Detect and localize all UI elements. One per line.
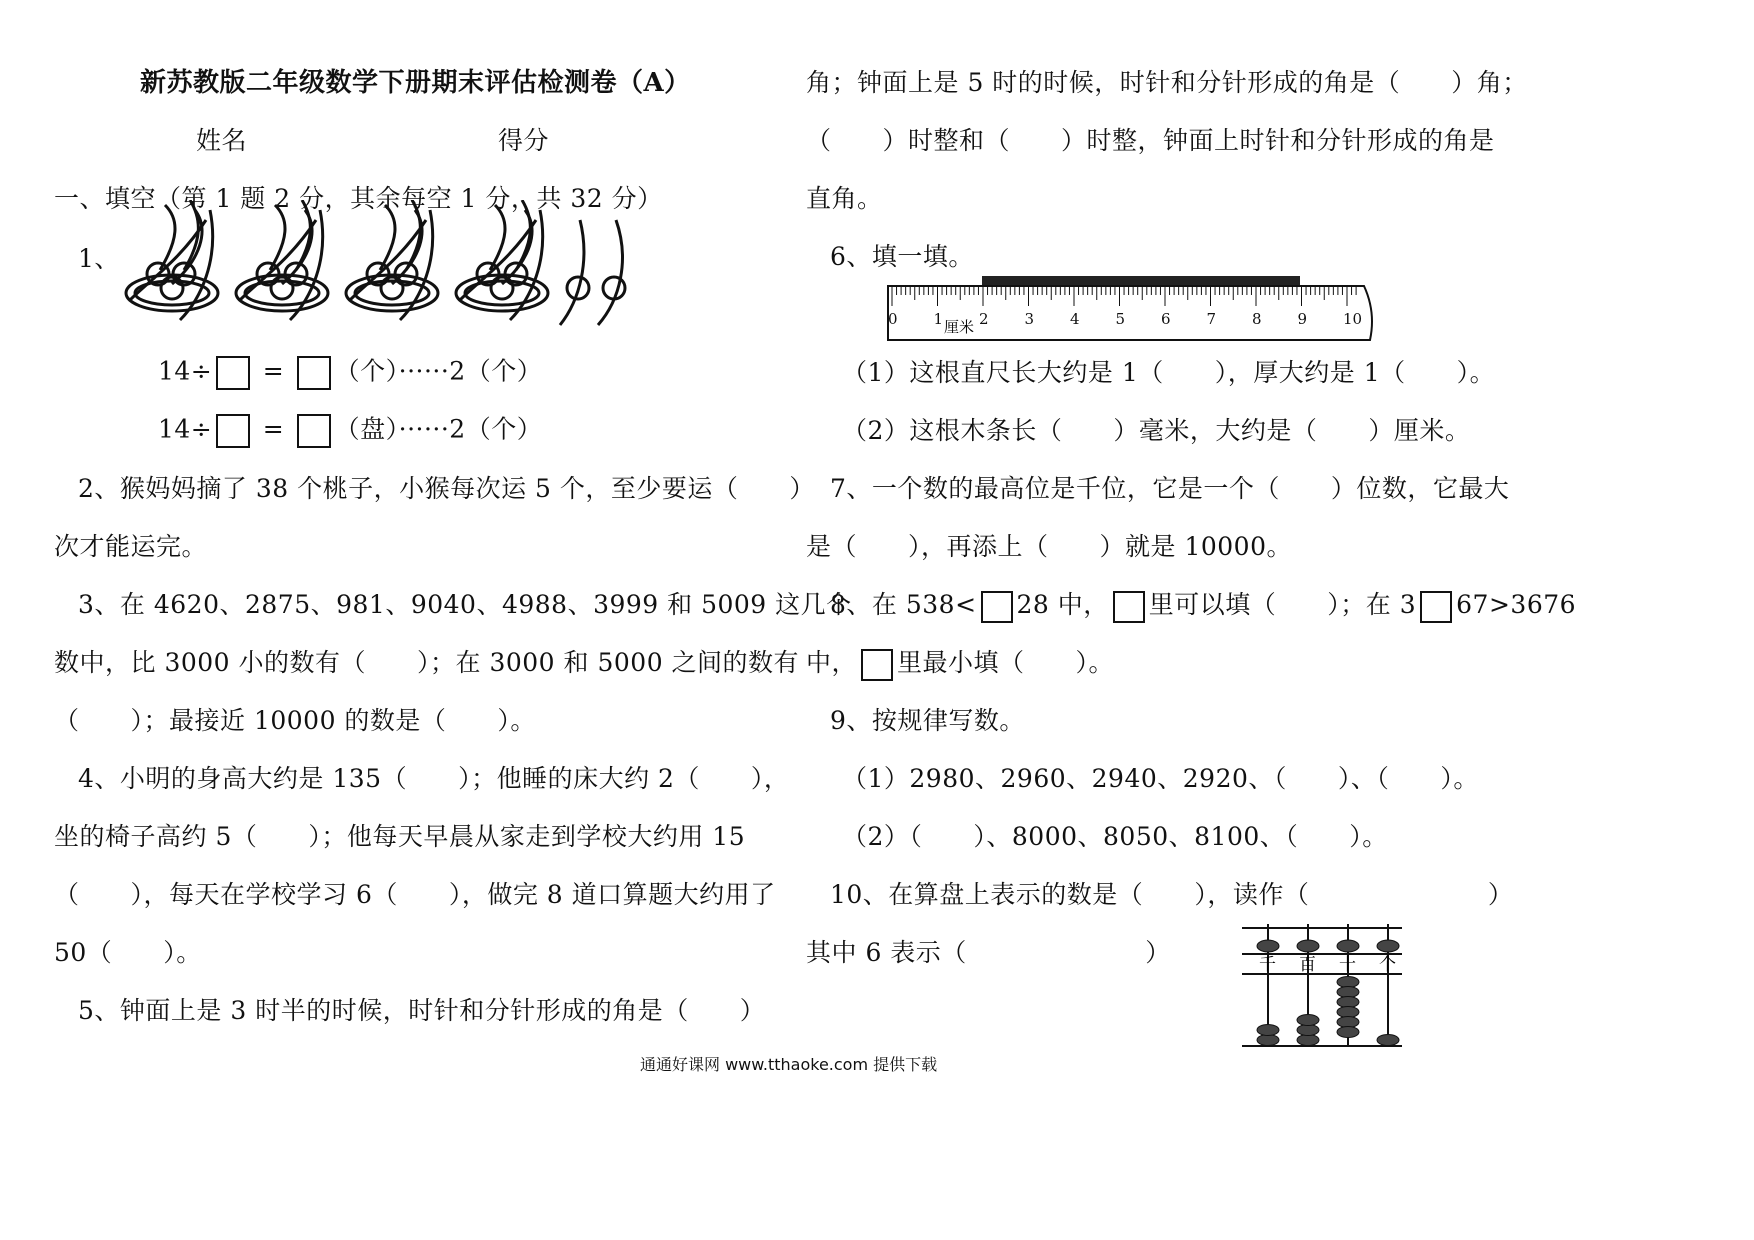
abacus-place-label: 十: [1339, 955, 1356, 975]
abacus-upper-bead: [1257, 940, 1279, 952]
ruler-unit: 厘米: [944, 318, 975, 336]
q8-box-1[interactable]: [981, 591, 1013, 623]
q6-sub-1: （1）这根直尺长大约是 1（ ），厚大约是 1（ ）。: [842, 358, 1496, 387]
q1-eq2-quotient-box[interactable]: [297, 414, 331, 448]
ruler-number: 1: [933, 310, 944, 328]
ruler-number: 10: [1343, 310, 1363, 328]
q9-sub-1: （1）2980、2960、2940、2920、（ ）、（ ）。: [842, 764, 1479, 793]
q1-eq1-equals: =: [262, 356, 285, 386]
q9-header: 9、按规律写数。: [830, 706, 1025, 735]
abacus-illustration: [1238, 922, 1408, 1052]
ruler-number: 7: [1206, 310, 1217, 328]
abacus-lower-bead: [1257, 1025, 1279, 1036]
abacus-lower-bead: [1297, 1015, 1319, 1026]
q7-line-1: 7、一个数的最高位是千位，它是一个（ ）位数，它最大: [830, 474, 1510, 503]
q8-box-2[interactable]: [1113, 591, 1145, 623]
abacus-lower-bead: [1337, 987, 1359, 998]
q6-sub-2: （2）这根木条长（ ）毫米，大约是（ ）厘米。: [842, 416, 1471, 445]
section-1-heading: 一、填空（第 1 题 2 分，其余每空 1 分，共 32 分）: [54, 184, 663, 213]
abacus-lower-bead: [1297, 1025, 1319, 1036]
abacus-lower-bead: [1257, 1035, 1279, 1046]
q1-eq2-equals: =: [262, 414, 285, 444]
q1-eq1-divisor-box[interactable]: [216, 356, 250, 390]
abacus-lower-bead: [1337, 1017, 1359, 1028]
q8-text-f: 里最小填（ ）。: [897, 648, 1115, 677]
q1-equation-1: [158, 356, 542, 390]
q1-number: 1、: [78, 244, 120, 273]
q1-eq1-remainder: （个）······2（个）: [334, 356, 543, 386]
abacus-upper-bead: [1337, 940, 1359, 952]
q8-line-1: [830, 590, 1576, 623]
abacus-lower-bead: [1377, 1035, 1399, 1046]
abacus-place-label: 千: [1259, 955, 1276, 975]
q8-text-d: 67>3676: [1456, 590, 1577, 619]
ruler-number: 4: [1070, 310, 1080, 328]
q9-sub-2: （2）（ ）、8000、8050、8100、（ ）。: [842, 822, 1388, 851]
ruler-number: 6: [1161, 310, 1171, 328]
q5-line-3: （ ）时整和（ ）时整，钟面上时针和分针形成的角是: [806, 126, 1495, 155]
q1-eq2-remainder: （盘）······2（个）: [334, 414, 543, 444]
abacus-lower-bead: [1337, 1027, 1359, 1038]
ruler-number: 3: [1024, 310, 1035, 328]
ruler-number: 8: [1252, 310, 1262, 328]
q4-line-1: 4、小明的身高大约是 135（ ）；他睡的床大约 2（ ），: [78, 764, 790, 793]
ruler-number: 0: [888, 310, 898, 328]
abacus-upper-bead: [1297, 940, 1319, 952]
abacus-lower-bead: [1337, 977, 1359, 988]
q1-eq1-quotient-box[interactable]: [297, 356, 331, 390]
fruit-plates-illustration: [110, 200, 650, 335]
ruler-number: 5: [1115, 310, 1126, 328]
q10-line-1: 10、在算盘上表示的数是（ ），读作（ ）: [830, 880, 1514, 909]
abacus-upper-bead: [1377, 940, 1399, 952]
q8-text-a: 8、在 538<: [830, 590, 977, 619]
q8-line-2: [806, 648, 1114, 681]
q10-line-2: 其中 6 表示（ ）: [806, 938, 1171, 967]
ruler-number: 9: [1297, 310, 1308, 328]
q4-line-2: 坐的椅子高约 5（ ）；他每天早晨从家走到学校大约用 15: [54, 822, 746, 851]
q7-line-2: 是（ ），再添上（ ）就是 10000。: [806, 532, 1292, 561]
q4-line-3: （ ），每天在学校学习 6（ ），做完 8 道口算题大约用了: [54, 880, 776, 909]
q8-text-e: 中，: [806, 648, 858, 677]
ruler-illustration: [884, 272, 1384, 344]
abacus-place-label: 个: [1379, 955, 1396, 975]
q1-eq2-divisor-box[interactable]: [216, 414, 250, 448]
page-title: 新苏教版二年级数学下册期末评估检测卷（A）: [140, 68, 691, 98]
q6-header: 6、填一填。: [830, 242, 974, 271]
q2-line-2: 次才能运完。: [54, 532, 208, 561]
q2-line-1: 2、猴妈妈摘了 38 个桃子，小猴每次运 5 个，至少要运（ ）: [78, 474, 815, 503]
q4-line-4: 50（ ）。: [54, 938, 202, 967]
q5-line-1: 5、钟面上是 3 时半的时候，时针和分针形成的角是（ ）: [78, 996, 766, 1025]
q5-line-2: 角；钟面上是 5 时的时候，时针和分针形成的角是（ ）角；: [806, 68, 1528, 97]
footer-text: 通通好课网 www.tthaoke.com 提供下载: [640, 1055, 938, 1074]
score-label: 得分: [498, 126, 550, 155]
q1-eq1-dividend: 14÷: [158, 356, 213, 386]
q5-line-4: 直角。: [806, 184, 883, 213]
q3-line-2: 数中，比 3000 小的数有（ ）；在 3000 和 5000 之间的数有: [54, 648, 800, 677]
q3-line-3: （ ）；最接近 10000 的数是（ ）。: [54, 706, 536, 735]
ruler-number: 2: [979, 310, 989, 328]
q8-text-b: 28 中，: [1016, 590, 1109, 619]
q1-eq2-dividend: 14÷: [158, 414, 213, 444]
q1-equation-2: [158, 414, 542, 448]
q8-box-3[interactable]: [1420, 591, 1452, 623]
q8-text-c: 里可以填（ ）；在 3: [1148, 590, 1417, 619]
q3-line-1: 3、在 4620、2875、981、9040、4988、3999 和 5009 这几个: [78, 590, 852, 619]
q8-box-4[interactable]: [861, 649, 893, 681]
name-label: 姓名: [196, 126, 248, 155]
abacus-lower-bead: [1337, 1007, 1359, 1018]
abacus-place-label: 百: [1299, 955, 1316, 975]
abacus-lower-bead: [1337, 997, 1359, 1008]
abacus-lower-bead: [1297, 1035, 1319, 1046]
